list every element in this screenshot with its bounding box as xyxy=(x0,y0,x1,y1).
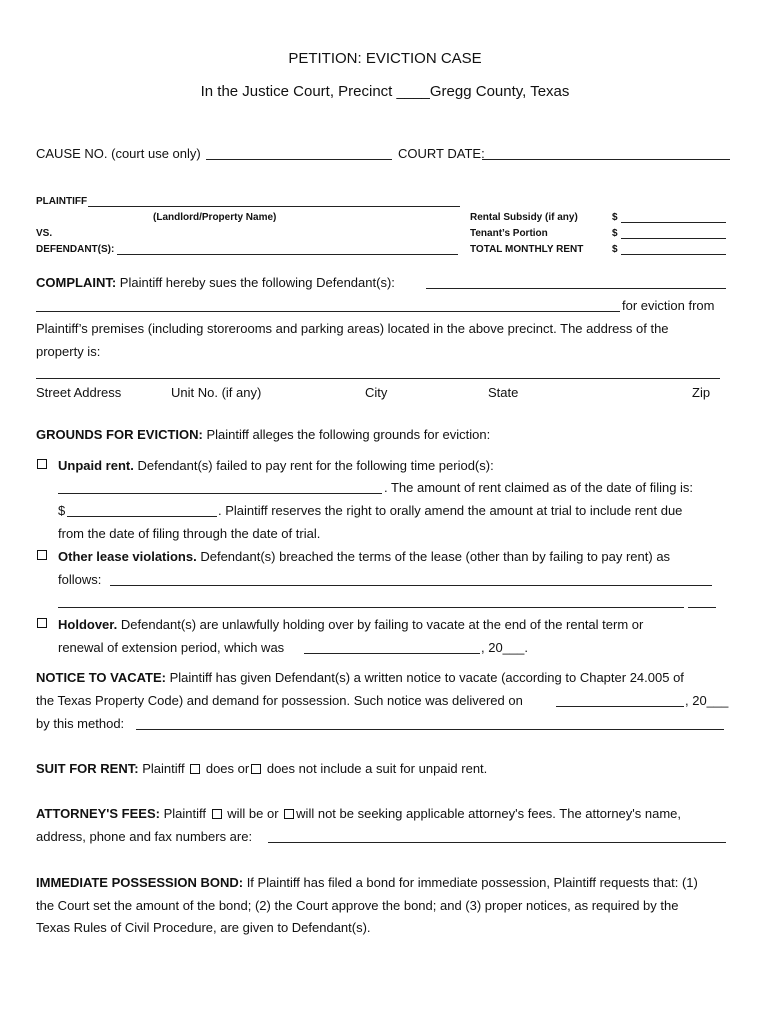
will-be-text: will be or xyxy=(227,806,279,821)
from-date-text: from the date of filing through the date of trial. xyxy=(58,526,321,541)
notice-year-text: , 20___ xyxy=(685,693,729,708)
dollar-sign: $ xyxy=(58,503,66,518)
attorney-text-2: address, phone and fax numbers are: xyxy=(36,829,253,844)
will-be-checkbox[interactable] xyxy=(212,809,222,819)
holdover-title: Holdover. xyxy=(58,617,118,632)
attorney-info-field[interactable] xyxy=(268,842,726,843)
court-date-field[interactable] xyxy=(482,159,730,160)
attorney-heading: ATTORNEY'S FEES: xyxy=(36,806,160,821)
tenants-portion-field[interactable] xyxy=(621,238,726,239)
rental-subsidy-label: Rental Subsidy (if any) xyxy=(470,212,578,223)
renewal-date-field[interactable] xyxy=(304,653,480,654)
other-violations-text: Defendant(s) breached the terms of the lease (other than by failing to pay rent) as xyxy=(200,549,671,564)
bond-heading: IMMEDIATE POSSESSION BOND: xyxy=(36,875,244,890)
defendant-names-field-2[interactable] xyxy=(36,311,620,312)
rent-amount-field[interactable] xyxy=(67,516,217,517)
attorney-line-1 xyxy=(36,805,681,822)
complaint-text: Plaintiff hereby sues the following Defendant(s): xyxy=(119,275,395,290)
address-field[interactable] xyxy=(36,378,720,379)
delivery-method-field[interactable] xyxy=(136,729,724,730)
grounds-line xyxy=(36,426,490,443)
court-date-label: COURT DATE: xyxy=(398,146,485,161)
notice-line-1 xyxy=(36,669,684,686)
suit-does-not-text: does not include a suit for unpaid rent. xyxy=(266,761,488,776)
total-monthly-rent-label: TOTAL MONTHLY RENT xyxy=(470,244,584,255)
state-label: State xyxy=(488,385,519,400)
grounds-intro: Plaintiff alleges the following grounds for eviction: xyxy=(206,427,491,442)
follows-label: follows: xyxy=(58,572,102,587)
suit-for-rent-line xyxy=(36,760,487,777)
grounds-heading: GROUNDS FOR EVICTION: xyxy=(36,427,203,442)
plaintiff-label: PLAINTIFF xyxy=(36,196,88,207)
landlord-caption: (Landlord/Property Name) xyxy=(153,212,277,223)
will-not-text: will not be seeking applicable attorney's fees. The attorney's name, xyxy=(296,806,682,821)
suit-does-checkbox[interactable] xyxy=(190,764,200,774)
suit-for-rent-plaintiff: Plaintiff xyxy=(142,761,185,776)
other-violations-checkbox[interactable] xyxy=(37,550,47,560)
suit-does-not-checkbox[interactable] xyxy=(251,764,261,774)
unpaid-rent-title: Unpaid rent. xyxy=(58,458,134,473)
holdover-line xyxy=(58,616,643,633)
suit-for-rent-heading: SUIT FOR RENT: xyxy=(36,761,139,776)
rental-subsidy-field[interactable] xyxy=(621,222,726,223)
notice-text-3: by this method: xyxy=(36,716,125,731)
cause-number-label: CAUSE NO. (court use only) xyxy=(36,146,201,161)
notice-heading: NOTICE TO VACATE: xyxy=(36,670,166,685)
other-violations-line xyxy=(58,548,670,565)
plaintiff-field[interactable] xyxy=(88,206,460,207)
defendant-label: DEFENDANT(S): xyxy=(36,244,115,255)
dollar-sign: $ xyxy=(612,228,618,239)
cause-number-field[interactable] xyxy=(206,159,392,160)
for-eviction-text: for eviction from xyxy=(622,298,715,313)
dollar-sign: $ xyxy=(612,244,618,255)
page-title: PETITION: EVICTION CASE xyxy=(288,50,482,67)
vs-label: VS. xyxy=(36,228,53,239)
dollar-sign: $ xyxy=(612,212,618,223)
street-address-label: Street Address xyxy=(36,385,122,400)
will-not-checkbox[interactable] xyxy=(284,809,294,819)
violations-field-3[interactable] xyxy=(688,607,716,608)
other-violations-title: Other lease violations. xyxy=(58,549,197,564)
reserve-text: . Plaintiff reserves the right to orally amend the amount at trial to include rent due xyxy=(218,503,683,518)
total-rent-field[interactable] xyxy=(621,254,726,255)
defendant-names-field[interactable] xyxy=(426,288,726,289)
notice-text-1: Plaintiff has given Defendant(s) a written notice to vacate (according to Chapter 24.005 of xyxy=(169,670,684,685)
violations-field-1[interactable] xyxy=(110,585,712,586)
suit-does-text: does or xyxy=(205,761,250,776)
holdover-text: Defendant(s) are unlawfully holding over by failing to vacate at the end of the rental term or xyxy=(120,617,644,632)
time-period-field[interactable] xyxy=(58,493,382,494)
unpaid-rent-text: Defendant(s) failed to pay rent for the following time period(s): xyxy=(137,458,494,473)
amount-claimed-text: . The amount of rent claimed as of the date of filing is: xyxy=(384,480,694,495)
holdover-checkbox[interactable] xyxy=(37,618,47,628)
page-subtitle: In the Justice Court, Precinct ____Gregg County, Texas xyxy=(200,83,570,100)
tenants-portion-label: Tenant’s Portion xyxy=(470,228,548,239)
unit-label: Unit No. (if any) xyxy=(171,385,262,400)
complaint-heading: COMPLAINT: xyxy=(36,275,117,290)
bond-text-2: the Court set the amount of the bond; (2) the Court approve the bond; and (3) proper notices, as required by the xyxy=(36,898,679,913)
defendant-field[interactable] xyxy=(117,254,458,255)
bond-text-1: If Plaintiff has filed a bond for immediate possession, Plaintiff requests that: (1) xyxy=(246,875,698,890)
city-label: City xyxy=(365,385,388,400)
notice-text-2: the Texas Property Code) and demand for possession. Such notice was delivered on xyxy=(36,693,523,708)
complaint-line-1 xyxy=(36,274,395,291)
unpaid-rent-line xyxy=(58,457,494,474)
unpaid-rent-checkbox[interactable] xyxy=(37,459,47,469)
notice-date-field[interactable] xyxy=(556,706,684,707)
complaint-text-3: property is: xyxy=(36,344,101,359)
violations-field-2[interactable] xyxy=(58,607,684,608)
renewal-text: renewal of extension period, which was xyxy=(58,640,285,655)
zip-label: Zip xyxy=(692,385,711,400)
renewal-year-text: , 20___. xyxy=(481,640,528,655)
bond-text-3: Texas Rules of Civil Procedure, are given to Defendant(s). xyxy=(36,920,371,935)
complaint-text-2: Plaintiff’s premises (including storerooms and parking areas) located in the above precinct. The address of the xyxy=(36,321,669,336)
bond-line-1 xyxy=(36,874,698,891)
attorney-plaintiff: Plaintiff xyxy=(163,806,206,821)
